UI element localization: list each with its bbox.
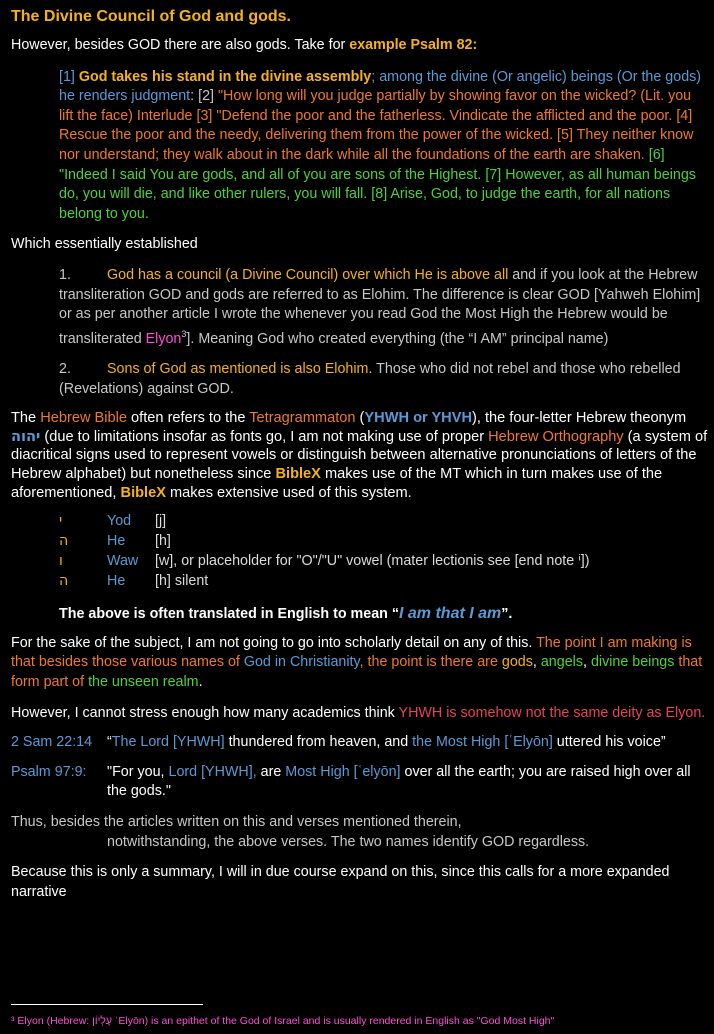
- sake-gods: gods: [501, 654, 533, 671]
- letter-name: Yod: [107, 513, 132, 530]
- summary-paragraph: Because this is only a summary, I will in due course expand on this, since this calls for a more expanded narrative: [11, 864, 670, 900]
- ref-q2: thundered from heaven, and: [224, 734, 413, 751]
- tetra-t8: makes extensive used of this system.: [165, 484, 412, 501]
- verse-1-bold: God takes his stand in the divine assembly: [78, 68, 372, 85]
- stress-paragraph: [11, 704, 709, 724]
- tetra-t7: makes use of the MT which in turn makes use of the aforementioned,: [11, 466, 663, 501]
- sake-t2: The point I am making is that besides those various names of: [11, 634, 692, 671]
- sake-t4: , the point is there are: [359, 654, 502, 671]
- ref-elyon: Most High [ʿelyōn]: [285, 763, 401, 780]
- intro-paragraph: [11, 36, 709, 56]
- letter-row: [59, 512, 709, 532]
- footnote-divider: [11, 1004, 203, 1005]
- i-am-phrase: I am that I am: [399, 605, 502, 623]
- tetra-t1: The: [11, 410, 41, 427]
- thus-line-2: notwithstanding, the above verses. The two names identify GOD regardless.: [107, 833, 590, 850]
- ref-q1: "For you,: [107, 763, 169, 780]
- ref-label: 2 Sam 22:14: [11, 734, 93, 751]
- ref-label: Psalm 97:9:: [11, 763, 87, 780]
- verse-1-number: [1]: [59, 68, 79, 85]
- point-1-text: and if you look at the Hebrew transliteration GOD and gods are referred to as Elohim. The difference is clear GOD [Yahweh Elohim] or as per another article I wrote the whenever you read God the Most High the Hebrew would be transliterated: [59, 266, 701, 347]
- tetra-t5: (due to limitations insofar as fonts go, I am not making use of proper: [40, 428, 489, 445]
- ref-2sam: [11, 733, 709, 753]
- tetragrammaton: Tetragrammaton: [249, 410, 356, 427]
- ref-yhwh: The Lord [YHWH]: [111, 734, 225, 751]
- point-1-elyon: Elyon: [145, 330, 182, 347]
- point-2-highlight: Sons of God as mentioned is also Elohim: [107, 361, 369, 378]
- verse-1-colon: :: [190, 88, 199, 105]
- letter-value: [h]: [155, 533, 171, 550]
- letter-value: [h] silent: [155, 573, 209, 590]
- ref-text: [107, 733, 666, 753]
- point-1-sup: 3: [181, 328, 187, 339]
- sake-t8: ,: [582, 654, 591, 671]
- letter-row: [59, 552, 709, 572]
- biblex-2: BibleX: [120, 484, 166, 501]
- hebrew-orthography: Hebrew Orthography: [488, 428, 624, 445]
- stress-t1: However, I cannot stress enough how many academics think: [11, 704, 399, 721]
- letter-row: [59, 532, 709, 552]
- sake-t1: For the sake of the subject, I am not going to go into scholarly detail on any of this.: [11, 634, 537, 651]
- letter-hebrew: ו: [59, 553, 63, 570]
- yhwh: YHWH or YHVH: [364, 410, 472, 427]
- ref-yhwh: Lord [YHWH],: [168, 763, 257, 780]
- letter-name: Waw: [107, 553, 139, 570]
- verse-2-number: [2]: [198, 88, 218, 105]
- letter-hebrew: ה: [59, 533, 69, 550]
- point-1-highlight: God has a council (a Divine Council) over which He is above all: [107, 266, 509, 283]
- tetra-t2: often refers to the: [127, 410, 250, 427]
- translated-line: [59, 604, 709, 625]
- tetra-t4: ), the four-letter Hebrew theonym: [472, 410, 687, 427]
- hebrew-theonym: יהוה: [11, 427, 41, 445]
- letter-value: [j]: [155, 513, 167, 530]
- intro-highlight: example Psalm 82:: [349, 37, 478, 53]
- point-2: [59, 360, 709, 399]
- established-line: Which essentially established: [11, 236, 198, 253]
- ref-text: [107, 763, 709, 802]
- hebrew-letters-table: [11, 512, 709, 592]
- sake-t6: ,: [532, 654, 541, 671]
- point-2-number: 2.: [59, 361, 71, 378]
- tetra-t3: (: [355, 410, 365, 427]
- hebrew-bible: Hebrew Bible: [40, 410, 127, 427]
- ref-q2: are: [256, 763, 286, 780]
- psalm-82-quote: [59, 68, 709, 225]
- sake-t3: God in Christianity: [243, 654, 360, 671]
- biblex-1: BibleX: [275, 466, 321, 483]
- point-1-number: 1.: [59, 266, 71, 283]
- sake-unseen-realm: the unseen realm: [88, 674, 199, 691]
- intro-text: However, besides GOD there are also gods. Take for: [11, 37, 350, 53]
- ref-psalm97: [11, 763, 709, 802]
- sake-t12: .: [198, 674, 203, 691]
- ref-q1: “: [107, 734, 112, 751]
- tetra-t6: (a system of diacritical signs used to represent vowels or distinguish between alternative pronunciations of letters of the Hebrew alphabet) but nonetheless since: [11, 428, 708, 483]
- stress-t2: YHWH is somehow not the same deity as Elyon.: [398, 704, 706, 721]
- thus-line-1: Thus, besides the articles written on this and verses mentioned therein,: [11, 813, 462, 830]
- document-body: [11, 0, 709, 902]
- ref-q3: uttered his voice”: [552, 734, 666, 751]
- page-title: The Divine Council of God and gods.: [11, 8, 291, 25]
- ref-q3: over all the earth; you are raised high over all the gods.": [107, 763, 691, 800]
- point-2-text: . Those who did not rebel and those who rebelled (Revelations) against GOD.: [59, 361, 681, 397]
- footnote: ³ Elyon (Hebrew: עֶלְיוֹן ʿElyōn) is an epithet of the God of Israel and is usually rendered in English as "God Most High": [11, 1015, 555, 1027]
- sake-t10: that form part of: [11, 654, 703, 691]
- letter-value: [w], or placeholder for "O"/"U" vowel (mater lectionis see [end note ⁱ]): [155, 553, 590, 570]
- letter-hebrew: ה: [59, 573, 69, 590]
- verse-2: "How long will you judge partially by showing favor on the wicked? (Lit. you lift the face) Interlude: [59, 88, 692, 124]
- letter-row: [59, 572, 709, 592]
- sake-angels: angels: [540, 654, 583, 671]
- ref-elyon: the Most High [ʿElyōn]: [412, 734, 553, 751]
- sake-divine-beings: divine beings: [590, 654, 675, 671]
- verse-6-8: [6] "Indeed I said You are gods, and all of you are sons of the Highest. [7] However, as all human beings do, you will die, and like other rulers, you will fall. [8] Arise, God, to judge the earth, for all nations belong to you.: [59, 146, 696, 222]
- verse-1-rest: ; among the divine (Or angelic) beings (Or the gods) he renders judgment: [59, 68, 702, 105]
- sake-paragraph: [11, 634, 709, 693]
- letter-name: He: [107, 573, 126, 590]
- point-1: [59, 266, 709, 349]
- letter-name: He: [107, 533, 126, 550]
- letter-hebrew: י: [59, 513, 63, 530]
- translated-end: ”.: [501, 606, 513, 623]
- verse-3-5: [3] "Defend the poor and the fatherless. Vindicate the afflicted and the poor. [4] Rescue the poor and the needy, delivering them from the power of the wicked. [5] They neither know nor understand; they walk about in the dark while all the foundations of the earth are shaken.: [59, 107, 694, 163]
- translated-text: The above is often translated in English to mean “: [59, 606, 400, 623]
- thus-paragraph: [11, 813, 709, 852]
- point-1-text-2: ]. Meaning God who created everything (the “I AM” principal name): [186, 330, 609, 347]
- tetragrammaton-paragraph: [11, 409, 709, 502]
